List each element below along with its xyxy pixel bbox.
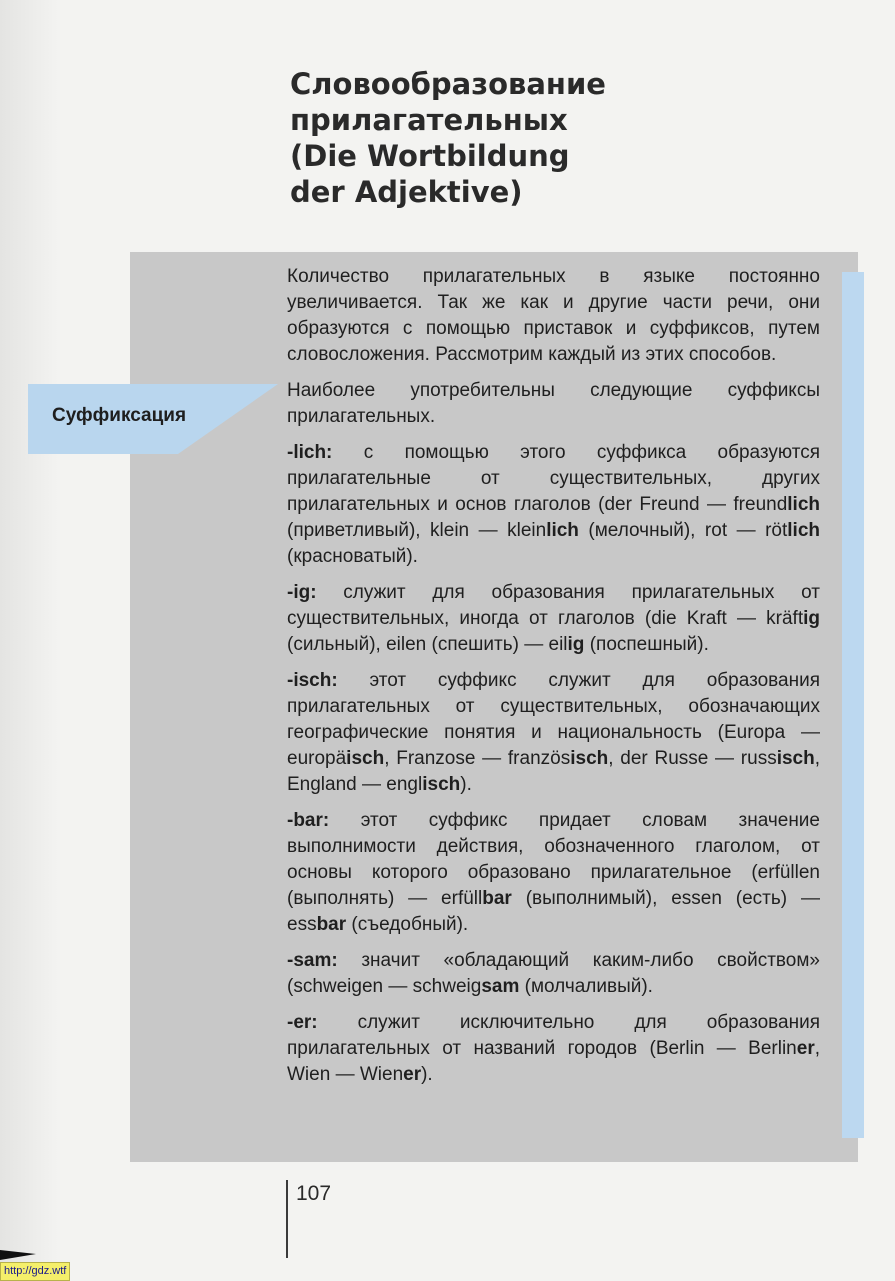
suffix-paragraph	[287, 668, 820, 798]
suffix-highlight: isch	[346, 748, 385, 769]
suffix-highlight: bar	[482, 888, 512, 909]
text-segment: этот суффикс служит для образования прилагательных от существительных, обозначающих географические понятия и национальность (Europa — europä	[287, 670, 820, 769]
text-segment: (красноватый).	[287, 546, 418, 567]
page-title	[290, 66, 710, 210]
text-segment: , der Russe — russ	[608, 748, 777, 769]
suffix-highlight: lich	[787, 494, 820, 515]
suffix-term: -bar:	[287, 810, 330, 831]
page-number-rule	[286, 1180, 288, 1258]
suffix-term: -sam:	[287, 950, 338, 971]
text-segment: (мелочный), rot — röt	[578, 520, 788, 541]
suffix-highlight: lich	[787, 520, 820, 541]
text-segment: с помощью этого суффикса образуются прилагательные от существительных, других прилагательных и основ глаголов (der Freund — freund	[287, 442, 820, 515]
title-line: Словообразование	[290, 67, 606, 101]
text-segment: (выполнимый), essen (есть) — ess	[287, 888, 820, 935]
text-segment: ).	[460, 774, 472, 795]
main-text	[287, 264, 820, 1098]
suffix-highlight: sam	[481, 976, 520, 997]
text-segment: (съедобный).	[346, 914, 469, 935]
text-segment: , Franzose — französ	[384, 748, 571, 769]
blue-margin-strip	[842, 272, 864, 1138]
suffix-highlight: bar	[316, 914, 347, 935]
suffix-highlight: ig	[803, 608, 820, 629]
section-intro-paragraph: Наиболее употребительны следующие суффиксы прилагательных.	[287, 380, 820, 427]
suffix-term: -er:	[287, 1012, 318, 1033]
page-edge	[0, 0, 58, 1279]
suffix-term: -isch:	[287, 670, 338, 691]
suffix-highlight: er	[403, 1064, 422, 1085]
title-line: прилагательных	[290, 103, 568, 137]
page-number: 107	[296, 1182, 332, 1205]
suffix-paragraph	[287, 948, 820, 1000]
text-segment: (сильный), eilen (спешить) — eil	[287, 634, 568, 655]
suffix-paragraph	[287, 1010, 820, 1088]
title-line: (Die Wortbildung	[290, 139, 570, 173]
title-line: der Adjektive)	[290, 175, 523, 209]
corner-arrow-icon	[0, 1250, 36, 1260]
text-segment: значит «обладающий каким-либо свойством» (schweigen — schweig	[287, 950, 820, 997]
section-label: Суффиксация	[52, 405, 187, 426]
text-segment: этот суффикс придает словам значение выполнимости действия, обозначенного глаголом, от основы которого образовано прилагательное (erfüllen (выполнять) — erfüll	[287, 810, 820, 909]
suffix-list	[287, 440, 820, 1088]
suffix-highlight: er	[796, 1038, 815, 1059]
suffix-term: -lich:	[287, 442, 333, 463]
text-segment: , England — engl	[287, 748, 821, 795]
suffix-paragraph	[287, 580, 820, 658]
text-segment: (приветливый), klein — klein	[287, 520, 547, 541]
text-segment: , Wien — Wien	[287, 1038, 820, 1085]
text-segment: служит исключительно для образования прилагательных от названий городов (Berlin — Berlin	[287, 1012, 820, 1059]
suffix-highlight: isch	[570, 748, 609, 769]
text-segment: служит для образования прилагательных от существительных, иногда от глаголов (die Kraft — kräft	[287, 582, 820, 629]
text-segment: (молчаливый).	[519, 976, 653, 997]
suffix-paragraph	[287, 808, 820, 938]
suffix-highlight: isch	[776, 748, 815, 769]
watermark-link[interactable]: http://gdz.wtf	[0, 1262, 70, 1281]
text-segment: ).	[421, 1064, 433, 1085]
suffix-highlight: ig	[567, 634, 585, 655]
intro-paragraph: Количество прилагательных в языке постоянно увеличивается. Так же как и другие части речи, они образуются с помощью приставок и суффиксов, путем словосложения. Рассмотрим каждый из этих способов.	[287, 266, 820, 365]
suffix-highlight: isch	[422, 774, 461, 795]
suffix-highlight: lich	[546, 520, 579, 541]
suffix-paragraph	[287, 440, 820, 570]
suffix-term: -ig:	[287, 582, 317, 603]
text-segment: (поспешный).	[584, 634, 709, 655]
